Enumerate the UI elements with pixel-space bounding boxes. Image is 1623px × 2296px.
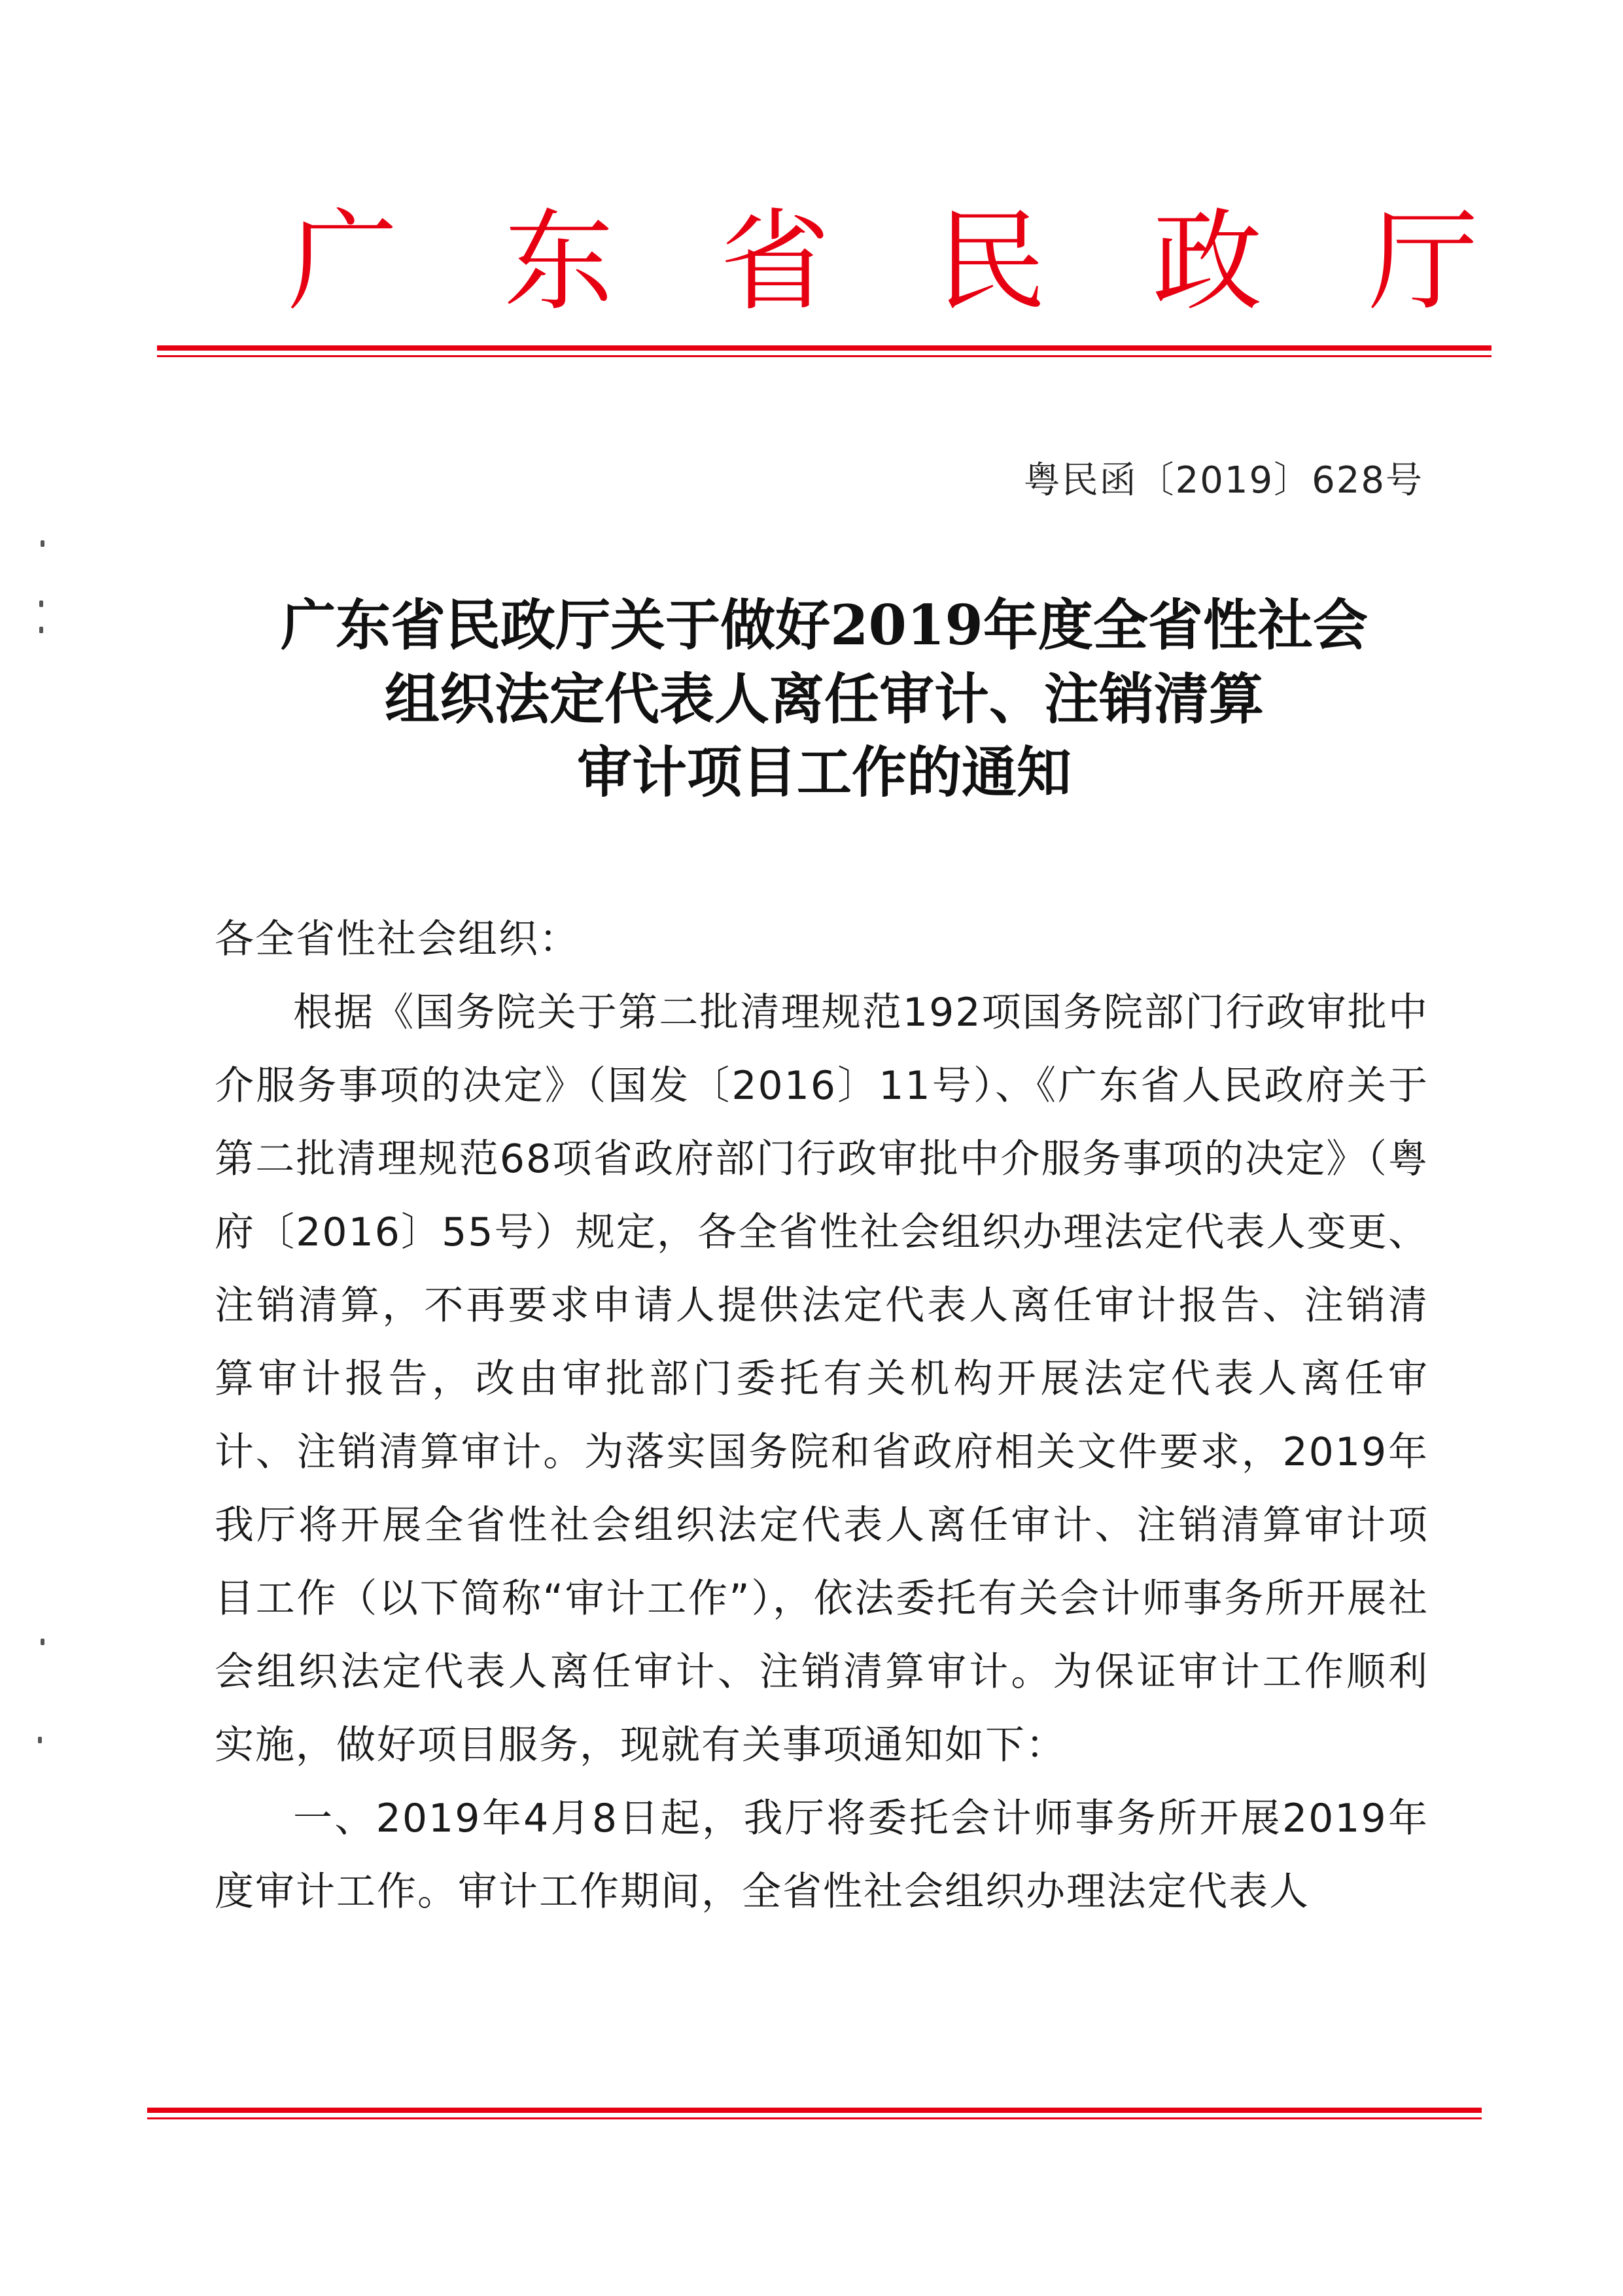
letterhead-char: 厅 (1368, 198, 1478, 326)
document-number: 粤民函〔2019〕628号 (1023, 459, 1423, 502)
scan-mark (39, 600, 43, 607)
document-title (157, 589, 1492, 810)
letterhead-divider (157, 345, 1492, 357)
scan-mark (39, 627, 43, 633)
title-line: 审计项目工作的通知 (576, 740, 1072, 805)
letterhead-char: 东 (504, 198, 614, 326)
title-line: 广东省民政厅关于做好2019年度全省性社会 (281, 593, 1368, 657)
letterhead-char: 广 (288, 198, 398, 326)
letterhead-char: 省 (720, 198, 830, 326)
footer-divider (147, 2108, 1482, 2119)
letterhead (157, 196, 1492, 327)
letterhead-char: 政 (1152, 198, 1263, 326)
title-line: 组织法定代表人离任审计、注销清算 (384, 666, 1264, 731)
scan-mark (41, 540, 44, 547)
scan-mark (41, 1639, 44, 1645)
document-body (215, 903, 1429, 1928)
scan-mark (38, 1737, 42, 1743)
salutation: 各全省性社会组织： (215, 916, 580, 962)
letterhead-char: 民 (936, 198, 1047, 326)
body-paragraph: 一、2019年4月8日起，我厅将委托会计师事务所开展2019年度审计工作。审计工作期间，全省性社会组织办理法定代表人 (215, 1796, 1429, 1915)
body-paragraph: 根据《国务院关于第二批清理规范192项国务院部门行政审批中介服务事项的决定》（国发〔2016〕11号）、《广东省人民政府关于第二批清理规范68项省政府部门行政审批中介服务事项的决定》（粤府〔2016〕55号）规定，各全省性社会组织办理法定代表人变更、注销清算，不再要求申请人提供法定代表人离任审计报告、注销清算审计报告，改由审批部门委托有关机构开展法定代表人离任审计、注销清算审计。为落实国务院和省政府相关文件要求，2019年我厅将开展全省性社会组织法定代表人离任审计、注销清算审计项目工作（以下简称“审计工作”），依法委托有关会计师事务所开展社会组织法定代表人离任审计、注销清算审计。为保证审计工作顺利实施，做好项目服务，现就有关事项通知如下： (215, 990, 1429, 1768)
